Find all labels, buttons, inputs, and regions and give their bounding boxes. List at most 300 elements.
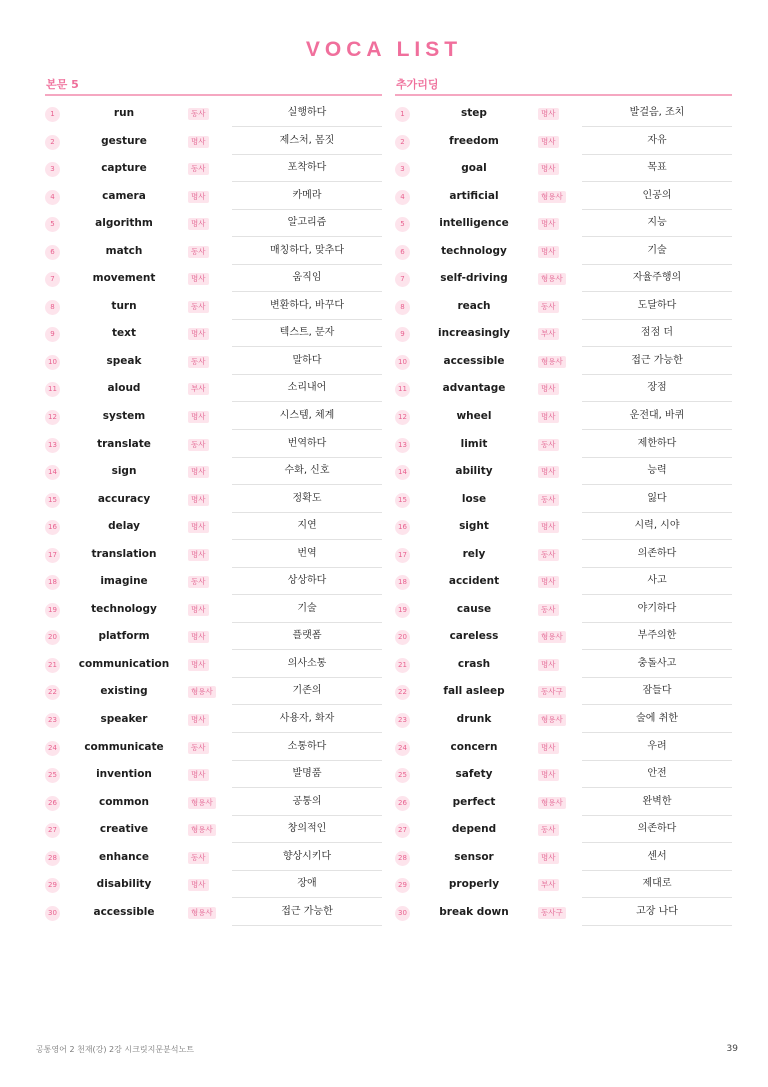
vocab-row	[395, 403, 732, 431]
part-of-speech-badge: 형용사	[188, 686, 216, 698]
part-of-speech-badge: 동사	[538, 494, 559, 506]
row-number-badge: 1	[395, 107, 410, 122]
part-of-speech-badge: 동사	[188, 852, 209, 864]
part-of-speech-badge: 명사	[188, 466, 209, 478]
word-meaning: 장점	[582, 375, 732, 402]
vocab-row	[45, 651, 382, 679]
part-of-speech-badge: 명사	[188, 879, 209, 891]
vocab-word: existing	[100, 685, 148, 698]
vocab-word: self-driving	[440, 272, 508, 285]
part-of-speech-badge: 명사	[538, 163, 559, 175]
vocab-word: perfect	[452, 795, 496, 808]
word-meaning: 시스템, 체계	[232, 403, 382, 430]
part-of-speech-badge: 동사	[188, 108, 209, 120]
vocab-word: match	[105, 244, 143, 257]
vocab-row	[395, 513, 732, 541]
word-meaning: 사용자, 화자	[232, 706, 382, 733]
row-number-badge: 5	[395, 217, 410, 232]
row-number-badge: 18	[395, 575, 410, 590]
vocab-word: rely	[462, 547, 486, 560]
row-number-badge: 25	[395, 768, 410, 783]
part-of-speech-badge: 동사	[538, 439, 559, 451]
word-meaning: 향상시키다	[232, 844, 382, 871]
row-number-badge: 11	[45, 382, 60, 397]
vocab-row	[395, 623, 732, 651]
vocab-word: accuracy	[97, 492, 151, 505]
part-of-speech-badge: 명사	[188, 521, 209, 533]
part-of-speech-badge: 명사	[538, 218, 559, 230]
word-meaning: 플랫폼	[232, 623, 382, 650]
part-of-speech-badge: 형용사	[538, 714, 566, 726]
vocab-row	[45, 431, 382, 459]
part-of-speech-badge: 명사	[538, 769, 559, 781]
vocab-word: sight	[459, 520, 489, 533]
row-number-badge: 20	[395, 630, 410, 645]
row-number-badge: 14	[395, 465, 410, 480]
part-of-speech-badge: 명사	[188, 604, 209, 616]
vocab-row	[45, 844, 382, 872]
vocab-row	[45, 128, 382, 156]
part-of-speech-badge: 명사	[538, 411, 559, 423]
vocab-word: platform	[98, 630, 150, 643]
row-number-badge: 6	[395, 245, 410, 260]
word-meaning: 충돌사고	[582, 651, 732, 678]
vocab-word: properly	[448, 878, 500, 891]
part-of-speech-badge: 형용사	[538, 356, 566, 368]
word-meaning: 소통하다	[232, 734, 382, 761]
vocab-row	[45, 541, 382, 569]
vocab-row	[45, 706, 382, 734]
word-meaning: 잠들다	[582, 678, 732, 705]
row-number-badge: 7	[395, 272, 410, 287]
vocab-word: intelligence	[439, 217, 509, 230]
part-of-speech-badge: 명사	[538, 659, 559, 671]
part-of-speech-badge: 동사	[188, 439, 209, 451]
section-heading-left: 본문 5	[45, 76, 382, 96]
word-meaning: 잃다	[582, 486, 732, 513]
row-number-badge: 30	[45, 906, 60, 921]
part-of-speech-badge: 동사	[188, 301, 209, 313]
word-meaning: 장애	[232, 871, 382, 898]
vocab-row	[395, 596, 732, 624]
word-meaning: 지연	[232, 513, 382, 540]
word-meaning: 의존하다	[582, 541, 732, 568]
row-number-badge: 17	[45, 548, 60, 563]
part-of-speech-badge: 명사	[538, 108, 559, 120]
row-number-badge: 15	[395, 493, 410, 508]
row-number-badge: 16	[45, 520, 60, 535]
part-of-speech-badge: 형용사	[538, 191, 566, 203]
row-number-badge: 7	[45, 272, 60, 287]
row-number-badge: 21	[395, 658, 410, 673]
word-meaning: 접근 가능한	[232, 899, 382, 926]
word-meaning: 발명품	[232, 761, 382, 788]
vocab-word: drunk	[456, 713, 492, 726]
vocab-row	[395, 458, 732, 486]
part-of-speech-badge: 명사	[188, 328, 209, 340]
vocab-row	[395, 320, 732, 348]
part-of-speech-badge: 동사	[538, 301, 559, 313]
row-number-badge: 12	[45, 410, 60, 425]
row-number-badge: 13	[45, 438, 60, 453]
row-number-badge: 25	[45, 768, 60, 783]
footer-book-title: 공통영어 2 천재(강) 2강 시크릿지문분석노트	[36, 1045, 194, 1054]
word-meaning: 점점 더	[582, 320, 732, 347]
part-of-speech-badge: 동사	[188, 742, 209, 754]
word-meaning: 번역하다	[232, 431, 382, 458]
word-meaning: 목표	[582, 155, 732, 182]
part-of-speech-badge: 동사	[538, 549, 559, 561]
part-of-speech-badge: 명사	[188, 273, 209, 285]
vocab-word: reach	[457, 299, 491, 312]
vocab-row	[45, 183, 382, 211]
word-meaning: 센서	[582, 844, 732, 871]
word-meaning: 시력, 시야	[582, 513, 732, 540]
vocab-word: speaker	[100, 713, 148, 726]
vocab-word: common	[98, 795, 149, 808]
vocab-word: creative	[99, 823, 149, 836]
part-of-speech-badge: 형용사	[188, 797, 216, 809]
row-number-badge: 16	[395, 520, 410, 535]
vocab-row	[45, 403, 382, 431]
vocab-row	[395, 844, 732, 872]
part-of-speech-badge: 명사	[188, 714, 209, 726]
vocab-row	[45, 789, 382, 817]
vocab-row	[395, 899, 732, 927]
word-meaning: 창의적인	[232, 816, 382, 843]
vocab-row	[45, 734, 382, 762]
vocab-word: turn	[111, 299, 137, 312]
vocab-row	[395, 789, 732, 817]
row-number-badge: 17	[395, 548, 410, 563]
word-meaning: 사고	[582, 568, 732, 595]
vocab-row	[395, 486, 732, 514]
vocab-row	[45, 320, 382, 348]
word-meaning: 정확도	[232, 486, 382, 513]
word-meaning: 접근 가능한	[582, 348, 732, 375]
row-number-badge: 3	[395, 162, 410, 177]
word-meaning: 도달하다	[582, 293, 732, 320]
vocab-row	[45, 265, 382, 293]
vocab-row	[395, 265, 732, 293]
vocab-word: accessible	[93, 905, 155, 918]
row-number-badge: 2	[45, 135, 60, 150]
row-number-badge: 19	[45, 603, 60, 618]
vocab-row	[395, 541, 732, 569]
word-meaning: 능력	[582, 458, 732, 485]
part-of-speech-badge: 명사	[188, 659, 209, 671]
word-meaning: 고장 나다	[582, 899, 732, 926]
part-of-speech-badge: 명사	[188, 631, 209, 643]
part-of-speech-badge: 명사	[538, 576, 559, 588]
vocab-row	[45, 761, 382, 789]
row-number-badge: 10	[395, 355, 410, 370]
vocab-word: sign	[111, 465, 137, 478]
vocab-row	[45, 513, 382, 541]
vocab-word: wheel	[456, 410, 492, 423]
part-of-speech-badge: 형용사	[538, 797, 566, 809]
vocab-word: ability	[455, 465, 493, 478]
vocab-word: increasingly	[438, 327, 510, 340]
word-meaning: 발걸음, 조치	[582, 100, 732, 127]
row-number-badge: 29	[45, 878, 60, 893]
row-number-badge: 3	[45, 162, 60, 177]
vocab-word: text	[112, 327, 136, 340]
vocab-row	[395, 100, 732, 128]
vocab-word: capture	[101, 162, 147, 175]
part-of-speech-badge: 명사	[188, 411, 209, 423]
part-of-speech-badge: 동사구	[538, 907, 566, 919]
vocab-row	[395, 431, 732, 459]
word-meaning: 술에 취한	[582, 706, 732, 733]
word-meaning: 의사소통	[232, 651, 382, 678]
vocab-column-left	[45, 76, 382, 926]
word-meaning: 부주의한	[582, 623, 732, 650]
vocab-row	[45, 816, 382, 844]
vocab-word: delay	[108, 520, 140, 533]
part-of-speech-badge: 명사	[538, 383, 559, 395]
row-number-badge: 20	[45, 630, 60, 645]
part-of-speech-badge: 명사	[538, 852, 559, 864]
vocab-row	[395, 293, 732, 321]
word-meaning: 운전대, 바퀴	[582, 403, 732, 430]
word-meaning: 지능	[582, 210, 732, 237]
part-of-speech-badge: 명사	[188, 769, 209, 781]
word-meaning: 변환하다, 바꾸다	[232, 293, 382, 320]
vocab-word: break down	[439, 905, 509, 918]
vocab-word: lose	[461, 492, 487, 505]
word-meaning: 수화, 신호	[232, 458, 382, 485]
vocab-column-right	[395, 76, 732, 926]
vocab-word: artificial	[449, 189, 499, 202]
part-of-speech-badge: 부사	[538, 879, 559, 891]
vocab-list-right	[395, 100, 732, 926]
row-number-badge: 30	[395, 906, 410, 921]
row-number-badge: 24	[395, 741, 410, 756]
part-of-speech-badge: 부사	[538, 328, 559, 340]
vocab-word: system	[102, 410, 146, 423]
row-number-badge: 6	[45, 245, 60, 260]
vocab-word: accessible	[443, 354, 505, 367]
word-meaning: 자유	[582, 128, 732, 155]
part-of-speech-badge: 명사	[188, 191, 209, 203]
row-number-badge: 28	[395, 851, 410, 866]
row-number-badge: 22	[45, 685, 60, 700]
row-number-badge: 29	[395, 878, 410, 893]
vocab-word: camera	[102, 189, 146, 202]
row-number-badge: 27	[395, 823, 410, 838]
part-of-speech-badge: 형용사	[538, 631, 566, 643]
vocab-word: accident	[448, 575, 500, 588]
vocab-row	[395, 761, 732, 789]
vocab-row	[395, 155, 732, 183]
vocab-word: advantage	[442, 382, 506, 395]
word-meaning: 매칭하다, 맞추다	[232, 238, 382, 265]
vocab-row	[45, 210, 382, 238]
vocab-word: crash	[457, 657, 491, 670]
word-meaning: 포착하다	[232, 155, 382, 182]
part-of-speech-badge: 명사	[538, 246, 559, 258]
vocab-word: communication	[78, 657, 170, 670]
vocab-word: disability	[96, 878, 152, 891]
word-meaning: 움직임	[232, 265, 382, 292]
row-number-badge: 1	[45, 107, 60, 122]
vocab-list-left	[45, 100, 382, 926]
vocab-row	[395, 706, 732, 734]
vocab-row	[395, 210, 732, 238]
part-of-speech-badge: 형용사	[188, 824, 216, 836]
part-of-speech-badge: 동사	[538, 604, 559, 616]
row-number-badge: 4	[45, 190, 60, 205]
vocab-row	[45, 348, 382, 376]
vocab-word: speak	[106, 354, 142, 367]
vocab-word: run	[113, 107, 135, 119]
word-meaning: 카메라	[232, 183, 382, 210]
vocab-row	[395, 871, 732, 899]
vocab-word: movement	[92, 272, 156, 285]
vocab-row	[395, 183, 732, 211]
part-of-speech-badge: 명사	[188, 136, 209, 148]
vocab-row	[45, 375, 382, 403]
vocab-row	[45, 238, 382, 266]
word-meaning: 말하다	[232, 348, 382, 375]
part-of-speech-badge: 명사	[188, 218, 209, 230]
vocab-word: aloud	[107, 382, 141, 395]
vocab-row	[45, 596, 382, 624]
row-number-badge: 8	[45, 300, 60, 315]
vocab-row	[45, 899, 382, 927]
vocab-word: fall asleep	[443, 685, 505, 698]
vocab-row	[395, 734, 732, 762]
page-number: 39	[726, 1044, 738, 1054]
vocab-word: sensor	[454, 850, 494, 863]
word-meaning: 자율주행의	[582, 265, 732, 292]
vocab-word: gesture	[101, 134, 147, 147]
part-of-speech-badge: 형용사	[538, 273, 566, 285]
vocab-row	[45, 155, 382, 183]
word-meaning: 인공의	[582, 183, 732, 210]
vocab-word: limit	[460, 437, 488, 450]
part-of-speech-badge: 동사구	[538, 686, 566, 698]
vocab-word: goal	[461, 162, 487, 175]
word-meaning: 번역	[232, 541, 382, 568]
row-number-badge: 9	[395, 327, 410, 342]
part-of-speech-badge: 형용사	[188, 907, 216, 919]
vocab-row	[45, 458, 382, 486]
vocab-word: technology	[441, 244, 507, 257]
part-of-speech-badge: 동사	[188, 246, 209, 258]
row-number-badge: 4	[395, 190, 410, 205]
vocab-word: concern	[450, 740, 498, 753]
row-number-badge: 23	[395, 713, 410, 728]
word-meaning: 텍스트, 문자	[232, 320, 382, 347]
row-number-badge: 23	[45, 713, 60, 728]
page-title: VOCA LIST	[305, 38, 463, 61]
part-of-speech-badge: 동사	[538, 824, 559, 836]
row-number-badge: 24	[45, 741, 60, 756]
word-meaning: 제스처, 몸짓	[232, 128, 382, 155]
vocab-row	[45, 678, 382, 706]
word-meaning: 제한하다	[582, 431, 732, 458]
part-of-speech-badge: 명사	[188, 549, 209, 561]
word-meaning: 야기하다	[582, 596, 732, 623]
word-meaning: 안전	[582, 761, 732, 788]
vocab-word: translate	[97, 437, 151, 450]
section-heading-right: 추가리딩	[395, 76, 732, 96]
vocab-row	[45, 486, 382, 514]
vocab-word: step	[461, 107, 487, 119]
word-meaning: 의존하다	[582, 816, 732, 843]
row-number-badge: 13	[395, 438, 410, 453]
vocab-row	[45, 568, 382, 596]
vocab-row	[45, 293, 382, 321]
vocab-row	[395, 128, 732, 156]
part-of-speech-badge: 부사	[188, 383, 209, 395]
part-of-speech-badge: 명사	[538, 136, 559, 148]
part-of-speech-badge: 명사	[188, 494, 209, 506]
word-meaning: 소리내어	[232, 375, 382, 402]
vocab-row	[45, 623, 382, 651]
word-meaning: 완벽한	[582, 789, 732, 816]
vocab-word: careless	[449, 630, 499, 643]
row-number-badge: 5	[45, 217, 60, 232]
vocab-word: enhance	[99, 850, 149, 863]
row-number-badge: 11	[395, 382, 410, 397]
vocab-word: cause	[456, 602, 492, 615]
word-meaning: 기존의	[232, 678, 382, 705]
vocab-word: algorithm	[95, 217, 153, 230]
vocab-word: communicate	[84, 740, 164, 753]
row-number-badge: 19	[395, 603, 410, 618]
vocab-word: technology	[91, 602, 157, 615]
row-number-badge: 8	[395, 300, 410, 315]
row-number-badge: 26	[395, 796, 410, 811]
row-number-badge: 22	[395, 685, 410, 700]
row-number-badge: 27	[45, 823, 60, 838]
part-of-speech-badge: 동사	[188, 163, 209, 175]
vocab-row	[45, 100, 382, 128]
part-of-speech-badge: 동사	[188, 576, 209, 588]
word-meaning: 우려	[582, 734, 732, 761]
row-number-badge: 26	[45, 796, 60, 811]
vocab-word: freedom	[449, 134, 499, 147]
vocab-row	[395, 568, 732, 596]
row-number-badge: 14	[45, 465, 60, 480]
row-number-badge: 2	[395, 135, 410, 150]
row-number-badge: 9	[45, 327, 60, 342]
word-meaning: 공통의	[232, 789, 382, 816]
row-number-badge: 15	[45, 493, 60, 508]
part-of-speech-badge: 명사	[538, 521, 559, 533]
vocab-word: depend	[451, 823, 497, 836]
vocab-row	[395, 375, 732, 403]
row-number-badge: 10	[45, 355, 60, 370]
row-number-badge: 28	[45, 851, 60, 866]
part-of-speech-badge: 명사	[538, 742, 559, 754]
word-meaning: 기술	[582, 238, 732, 265]
vocab-row	[45, 871, 382, 899]
vocab-row	[395, 678, 732, 706]
row-number-badge: 21	[45, 658, 60, 673]
word-meaning: 실행하다	[232, 100, 382, 127]
word-meaning: 알고리즘	[232, 210, 382, 237]
vocab-row	[395, 348, 732, 376]
vocab-row	[395, 651, 732, 679]
vocab-word: safety	[455, 768, 493, 781]
word-meaning: 기술	[232, 596, 382, 623]
vocab-row	[395, 816, 732, 844]
vocab-word: imagine	[100, 575, 148, 588]
